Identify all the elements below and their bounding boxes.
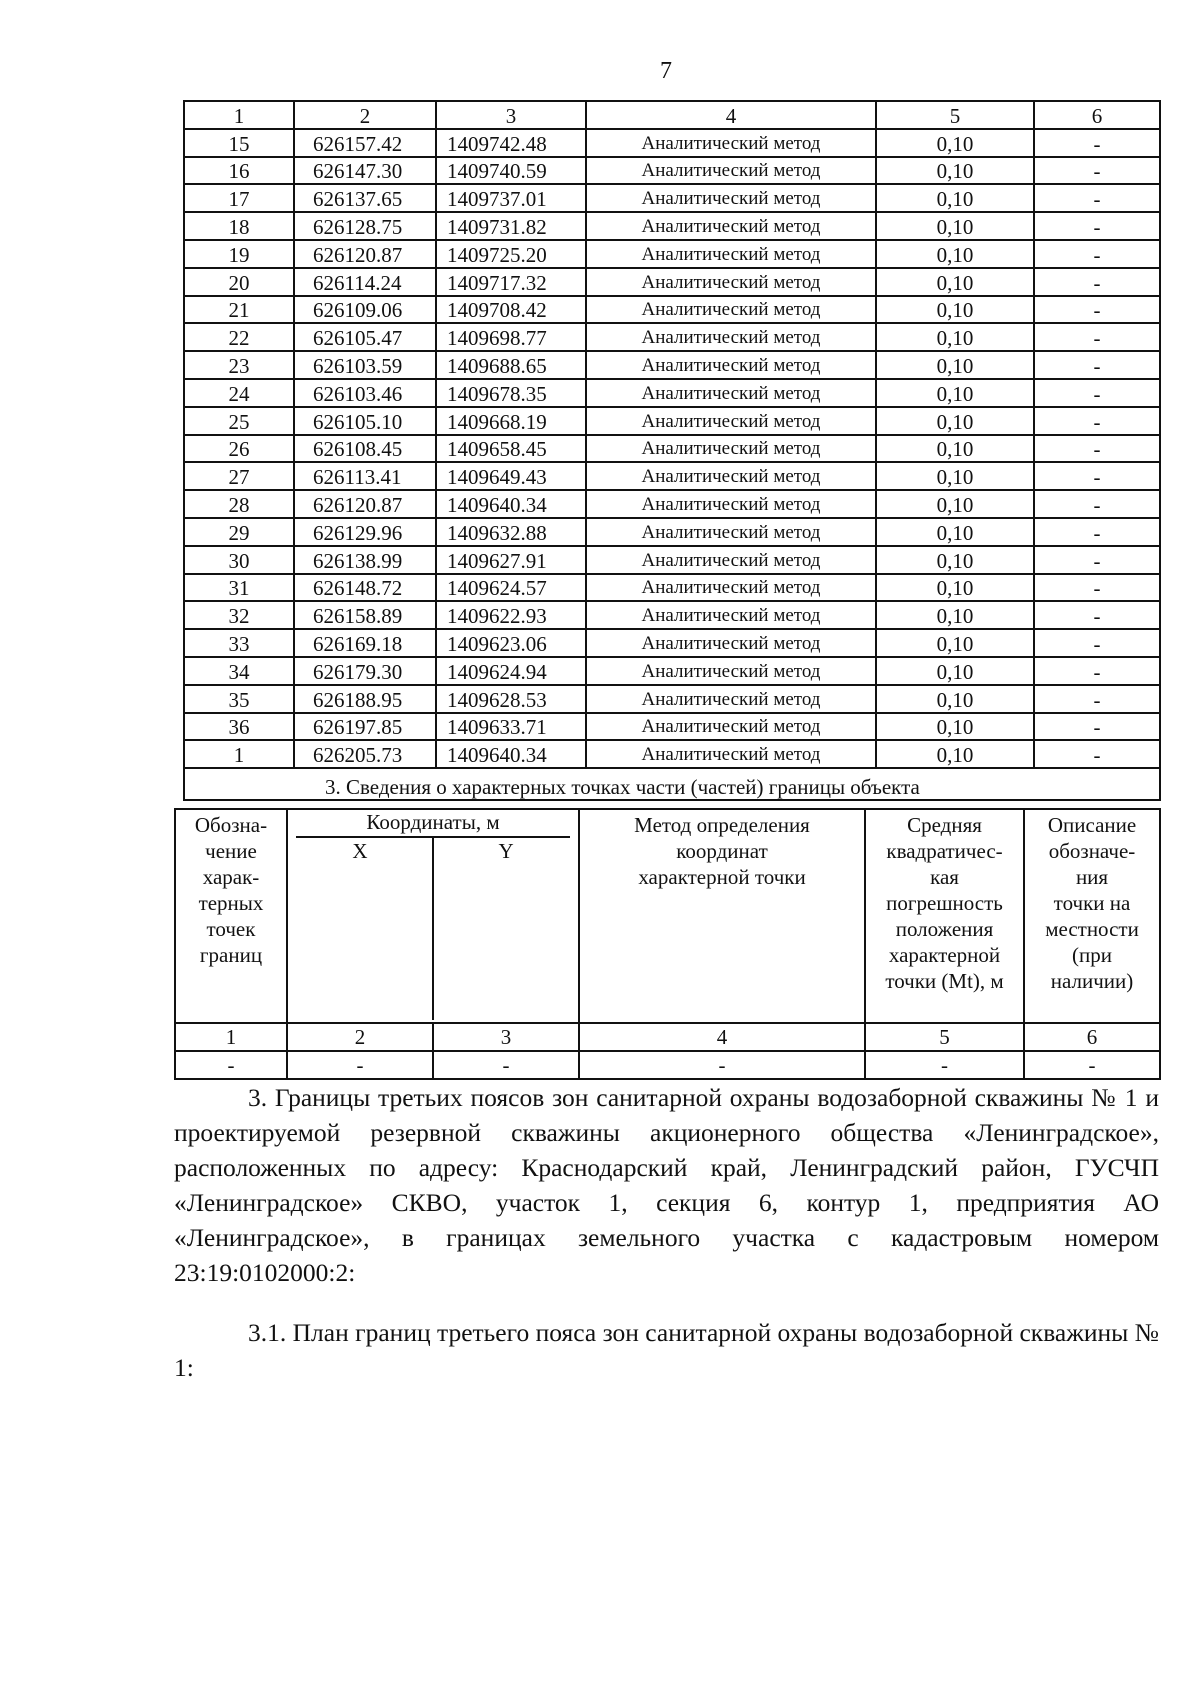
paragraph-3-1: 3.1. План границ третьего пояса зон санитарной охраны водозаборной скважины № 1: xyxy=(174,1318,1159,1382)
point-number-cell: 27 xyxy=(184,462,294,490)
mean-error-cell: 0,10 xyxy=(876,351,1034,379)
x-coordinate-cell: 626138.99 xyxy=(294,546,436,574)
method-cell: Аналитический метод xyxy=(586,490,876,518)
description-cell: - xyxy=(1034,490,1160,518)
description-cell: - xyxy=(1034,685,1160,713)
point-number-cell: 1 xyxy=(184,740,294,768)
method-cell: Аналитический метод xyxy=(586,629,876,657)
mean-error-cell: 0,10 xyxy=(876,713,1034,741)
mean-error-cell: 0,10 xyxy=(876,268,1034,296)
point-number-cell: 15 xyxy=(184,129,294,157)
y-coordinate-cell: 1409623.06 xyxy=(436,629,586,657)
y-coordinate-cell: 1409640.34 xyxy=(436,740,586,768)
description-cell: - xyxy=(1034,129,1160,157)
description-cell: - xyxy=(1034,323,1160,351)
y-coordinate-cell: 1409624.94 xyxy=(436,657,586,685)
point-number-cell: 20 xyxy=(184,268,294,296)
mean-error-cell: 0,10 xyxy=(876,435,1034,463)
empty-cell: - xyxy=(1024,1051,1160,1079)
point-number-cell: 18 xyxy=(184,212,294,240)
boundary-points-table xyxy=(183,100,1161,801)
mean-error-cell: 0,10 xyxy=(876,546,1034,574)
description-cell: - xyxy=(1034,296,1160,324)
mean-error-cell: 0,10 xyxy=(876,129,1034,157)
mean-error-cell: 0,10 xyxy=(876,462,1034,490)
description-cell: - xyxy=(1034,629,1160,657)
x-coordinate-cell: 626129.96 xyxy=(294,518,436,546)
table-row xyxy=(184,574,1160,602)
x-coordinate-cell: 626114.24 xyxy=(294,268,436,296)
x-coordinate-cell: 626148.72 xyxy=(294,574,436,602)
method-cell: Аналитический метод xyxy=(586,351,876,379)
mean-error-cell: 0,10 xyxy=(876,323,1034,351)
mean-error-cell: 0,10 xyxy=(876,629,1034,657)
description-cell: - xyxy=(1034,601,1160,629)
index-cell: 1 xyxy=(175,1023,287,1051)
table-row xyxy=(184,157,1160,185)
method-cell: Аналитический метод xyxy=(586,268,876,296)
table-row xyxy=(184,629,1160,657)
table-row xyxy=(184,601,1160,629)
mean-error-cell: 0,10 xyxy=(876,685,1034,713)
description-cell: - xyxy=(1034,240,1160,268)
mean-error-header: Средняя квадратичес- кая погрешность положения характерной точки (Mt), м xyxy=(865,809,1024,1023)
description-cell: - xyxy=(1034,713,1160,741)
index-cell: 5 xyxy=(865,1023,1024,1051)
point-number-cell: 21 xyxy=(184,296,294,324)
point-number-cell: 28 xyxy=(184,490,294,518)
y-coordinate-cell: 1409624.57 xyxy=(436,574,586,602)
y-coordinate-cell: 1409740.59 xyxy=(436,157,586,185)
method-cell: Аналитический метод xyxy=(586,379,876,407)
index-cell: 2 xyxy=(287,1023,433,1051)
x-coordinate-cell: 626105.47 xyxy=(294,323,436,351)
x-coordinate-cell: 626157.42 xyxy=(294,129,436,157)
mean-error-cell: 0,10 xyxy=(876,574,1034,602)
mean-error-cell: 0,10 xyxy=(876,379,1034,407)
point-number-cell: 34 xyxy=(184,657,294,685)
method-cell: Аналитический метод xyxy=(586,212,876,240)
description-cell: - xyxy=(1034,462,1160,490)
point-number-cell: 16 xyxy=(184,157,294,185)
mean-error-cell: 0,10 xyxy=(876,490,1034,518)
x-coordinate-cell: 626205.73 xyxy=(294,740,436,768)
x-coordinate-cell: 626120.87 xyxy=(294,240,436,268)
method-cell: Аналитический метод xyxy=(586,713,876,741)
x-coordinate-cell: 626120.87 xyxy=(294,490,436,518)
y-coordinate-cell: 1409678.35 xyxy=(436,379,586,407)
method-cell: Аналитический метод xyxy=(586,435,876,463)
x-coordinate-cell: 626105.10 xyxy=(294,407,436,435)
boundary-parts-table xyxy=(174,808,1161,1080)
y-coordinate-cell: 1409633.71 xyxy=(436,713,586,741)
x-coordinate-cell: 626103.46 xyxy=(294,379,436,407)
y-coordinate-cell: 1409632.88 xyxy=(436,518,586,546)
point-number-cell: 23 xyxy=(184,351,294,379)
parts-index-row xyxy=(175,1023,1160,1051)
method-cell: Аналитический метод xyxy=(586,601,876,629)
x-coordinate-cell: 626169.18 xyxy=(294,629,436,657)
empty-cell: - xyxy=(865,1051,1024,1079)
parts-empty-row xyxy=(175,1051,1160,1079)
x-coordinate-cell: 626128.75 xyxy=(294,212,436,240)
point-number-cell: 32 xyxy=(184,601,294,629)
table-row xyxy=(184,518,1160,546)
description-header: Описание обозначе- ния точки на местности (при наличии) xyxy=(1024,809,1160,1023)
y-coordinate-cell: 1409742.48 xyxy=(436,129,586,157)
point-number-cell: 24 xyxy=(184,379,294,407)
table-row xyxy=(184,435,1160,463)
table-row xyxy=(184,129,1160,157)
mean-error-cell: 0,10 xyxy=(876,518,1034,546)
description-cell: - xyxy=(1034,657,1160,685)
mean-error-cell: 0,10 xyxy=(876,157,1034,185)
empty-cell: - xyxy=(433,1051,579,1079)
table-row xyxy=(184,740,1160,768)
y-coordinate-cell: 1409688.65 xyxy=(436,351,586,379)
y-coordinate-cell: 1409649.43 xyxy=(436,462,586,490)
point-designation-header: Обозна- чение харак- терных точек границ xyxy=(175,809,287,1023)
mean-error-cell: 0,10 xyxy=(876,740,1034,768)
mean-error-cell: 0,10 xyxy=(876,601,1034,629)
y-coordinate-cell: 1409668.19 xyxy=(436,407,586,435)
section-title: 3. Сведения о характерных точках части (частей) границы объекта xyxy=(184,768,1160,800)
y-coordinate-cell: 1409737.01 xyxy=(436,184,586,212)
x-coordinate-cell: 626108.45 xyxy=(294,435,436,463)
method-cell: Аналитический метод xyxy=(586,657,876,685)
y-coordinate-cell: 1409725.20 xyxy=(436,240,586,268)
method-cell: Аналитический метод xyxy=(586,184,876,212)
paragraph-3: 3. Границы третьих поясов зон санитарной охраны водозаборной скважины № 1 и проектируемой резервной скважины акционерного общества «Ленинградское», расположенных по адресу: Краснодарский край, Ленинградский район, ГУСЧП «Ленинградское» СКВО, участок 1, секция 6, контур 1, предприятия АО «Ленинградское», в границах земельного участка с кадастровым номером 23:19:0102000:2: xyxy=(174,1083,1159,1287)
method-cell: Аналитический метод xyxy=(586,157,876,185)
index-cell: 4 xyxy=(579,1023,865,1051)
empty-cell: - xyxy=(579,1051,865,1079)
header-cell: 6 xyxy=(1034,101,1160,129)
table-row xyxy=(184,407,1160,435)
method-header: Метод определения координат характерной точки xyxy=(579,809,865,1023)
mean-error-cell: 0,10 xyxy=(876,296,1034,324)
table-row xyxy=(184,351,1160,379)
description-cell: - xyxy=(1034,157,1160,185)
description-cell: - xyxy=(1034,546,1160,574)
method-cell: Аналитический метод xyxy=(586,740,876,768)
x-coordinate-cell: 626137.65 xyxy=(294,184,436,212)
section-title-row xyxy=(184,768,1160,800)
method-cell: Аналитический метод xyxy=(586,685,876,713)
header-cell: 3 xyxy=(436,101,586,129)
page-number: 7 xyxy=(660,58,672,84)
method-cell: Аналитический метод xyxy=(586,323,876,351)
y-coordinate-cell: 1409698.77 xyxy=(436,323,586,351)
index-cell: 3 xyxy=(433,1023,579,1051)
table-row xyxy=(184,240,1160,268)
x-coordinate-cell: 626109.06 xyxy=(294,296,436,324)
x-coordinate-cell: 626158.89 xyxy=(294,601,436,629)
table-row xyxy=(184,657,1160,685)
header-cell: 5 xyxy=(876,101,1034,129)
y-coordinate-cell: 1409622.93 xyxy=(436,601,586,629)
method-cell: Аналитический метод xyxy=(586,129,876,157)
method-cell: Аналитический метод xyxy=(586,407,876,435)
x-coordinate-cell: 626103.59 xyxy=(294,351,436,379)
table-row xyxy=(184,212,1160,240)
header-cell: 1 xyxy=(184,101,294,129)
mean-error-cell: 0,10 xyxy=(876,407,1034,435)
table-row xyxy=(184,490,1160,518)
x-coordinate-cell: 626113.41 xyxy=(294,462,436,490)
x-coordinate-cell: 626188.95 xyxy=(294,685,436,713)
point-number-cell: 33 xyxy=(184,629,294,657)
point-number-cell: 26 xyxy=(184,435,294,463)
table-row xyxy=(184,713,1160,741)
point-number-cell: 36 xyxy=(184,713,294,741)
description-cell: - xyxy=(1034,268,1160,296)
table-row xyxy=(184,462,1160,490)
y-coordinate-cell: 1409640.34 xyxy=(436,490,586,518)
x-coordinate-cell: 626179.30 xyxy=(294,657,436,685)
parts-header-row xyxy=(175,809,1160,1023)
empty-cell: - xyxy=(175,1051,287,1079)
x-coordinate-header: X xyxy=(288,838,434,1020)
table-header-row xyxy=(184,101,1160,129)
y-coordinate-cell: 1409708.42 xyxy=(436,296,586,324)
method-cell: Аналитический метод xyxy=(586,518,876,546)
y-coordinate-cell: 1409731.82 xyxy=(436,212,586,240)
x-coordinate-cell: 626147.30 xyxy=(294,157,436,185)
description-cell: - xyxy=(1034,379,1160,407)
description-cell: - xyxy=(1034,740,1160,768)
description-cell: - xyxy=(1034,184,1160,212)
description-cell: - xyxy=(1034,518,1160,546)
mean-error-cell: 0,10 xyxy=(876,184,1034,212)
coordinates-title: Координаты, м xyxy=(296,810,570,838)
table-row xyxy=(184,379,1160,407)
header-cell: 2 xyxy=(294,101,436,129)
index-cell: 6 xyxy=(1024,1023,1160,1051)
method-cell: Аналитический метод xyxy=(586,546,876,574)
method-cell: Аналитический метод xyxy=(586,296,876,324)
description-cell: - xyxy=(1034,407,1160,435)
y-coordinate-header: Y xyxy=(498,839,514,863)
table-row xyxy=(184,184,1160,212)
y-coordinate-cell: 1409628.53 xyxy=(436,685,586,713)
table-row xyxy=(184,323,1160,351)
description-cell: - xyxy=(1034,435,1160,463)
boundary-points-table-body xyxy=(184,101,1160,768)
table-row xyxy=(184,268,1160,296)
mean-error-cell: 0,10 xyxy=(876,240,1034,268)
point-number-cell: 25 xyxy=(184,407,294,435)
empty-cell: - xyxy=(287,1051,433,1079)
y-coordinate-cell: 1409658.45 xyxy=(436,435,586,463)
method-cell: Аналитический метод xyxy=(586,240,876,268)
table-row xyxy=(184,546,1160,574)
mean-error-cell: 0,10 xyxy=(876,212,1034,240)
method-cell: Аналитический метод xyxy=(586,462,876,490)
coordinates-header xyxy=(287,809,579,1023)
y-coordinate-cell: 1409717.32 xyxy=(436,268,586,296)
description-cell: - xyxy=(1034,574,1160,602)
description-cell: - xyxy=(1034,351,1160,379)
header-cell: 4 xyxy=(586,101,876,129)
x-coordinate-cell: 626197.85 xyxy=(294,713,436,741)
point-number-cell: 17 xyxy=(184,184,294,212)
point-number-cell: 31 xyxy=(184,574,294,602)
point-number-cell: 22 xyxy=(184,323,294,351)
mean-error-cell: 0,10 xyxy=(876,657,1034,685)
point-number-cell: 30 xyxy=(184,546,294,574)
point-number-cell: 19 xyxy=(184,240,294,268)
method-cell: Аналитический метод xyxy=(586,574,876,602)
table-row xyxy=(184,296,1160,324)
table-row xyxy=(184,685,1160,713)
y-coordinate-cell: 1409627.91 xyxy=(436,546,586,574)
point-number-cell: 29 xyxy=(184,518,294,546)
description-cell: - xyxy=(1034,212,1160,240)
point-number-cell: 35 xyxy=(184,685,294,713)
